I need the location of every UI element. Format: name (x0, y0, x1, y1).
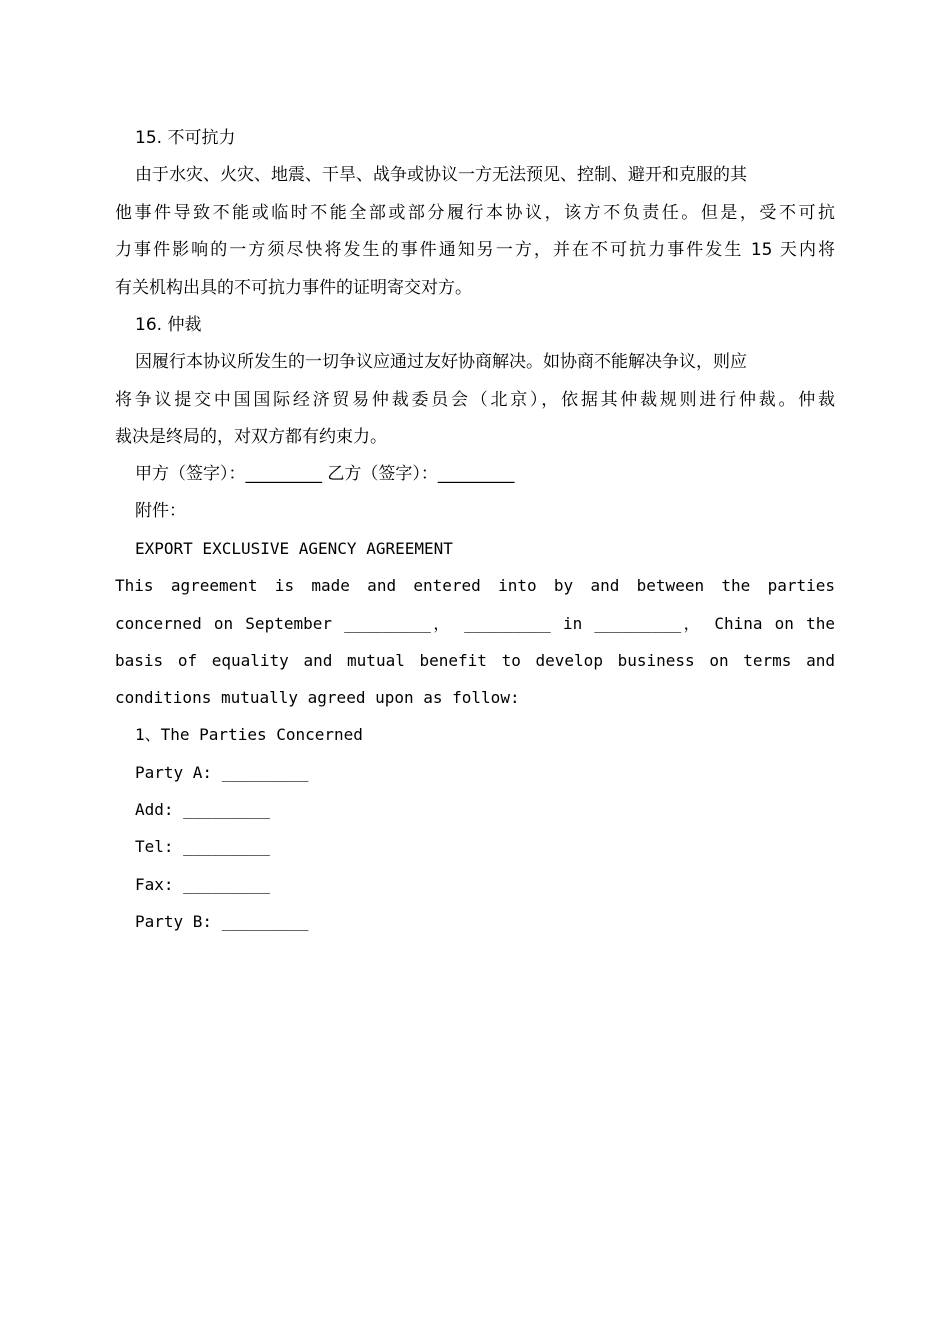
force-majeure-line-1: 由于水灾、火灾、地震、干旱、战争或协议一方无法预见、控制、避开和克服的其 (135, 165, 747, 185)
field-party-a: Party A: _________ (135, 763, 309, 782)
field-tel: Tel: _________ (135, 837, 270, 856)
signature-line: 甲方（签字）：_________ 乙方（签字）：_________ (135, 464, 515, 484)
force-majeure-line-4: 有关机构出具的不可抗力事件的证明寄交对方。 (115, 278, 472, 298)
arbitration-heading: 16. 仲裁 (135, 315, 202, 335)
agreement-title: EXPORT EXCLUSIVE AGENCY AGREEMENT (135, 539, 453, 558)
intro-line-4: conditions mutually agreed upon as follow: (115, 688, 520, 707)
attachment-label: 附件： (135, 501, 186, 521)
intro-line-3: basis of equality and mutual benefit to develop business on terms and (115, 651, 835, 670)
parties-section-heading: 1、The Parties Concerned (135, 725, 363, 744)
intro-line-2: concerned on September _________， _________ in _________， China on the (115, 614, 835, 633)
force-majeure-line-2: 他事件导致不能或临时不能全部或部分履行本协议，该方不负责任。但是，受不可抗 (115, 203, 835, 223)
field-add: Add: _________ (135, 800, 270, 819)
force-majeure-line-3: 力事件影响的一方须尽快将发生的事件通知另一方，并在不可抗力事件发生 15 天内将 (115, 240, 835, 260)
arbitration-line-3: 裁决是终局的，对双方都有约束力。 (115, 427, 387, 447)
field-party-b: Party B: _________ (135, 912, 309, 931)
force-majeure-heading: 15. 不可抗力 (135, 128, 236, 148)
field-fax: Fax: _________ (135, 875, 270, 894)
intro-line-1: This agreement is made and entered into by and between the parties (115, 576, 835, 595)
arbitration-line-2: 将争议提交中国国际经济贸易仲裁委员会（北京），依据其仲裁规则进行仲裁。仲裁 (115, 390, 835, 410)
arbitration-line-1: 因履行本协议所发生的一切争议应通过友好协商解决。如协商不能解决争议，则应 (135, 352, 747, 372)
